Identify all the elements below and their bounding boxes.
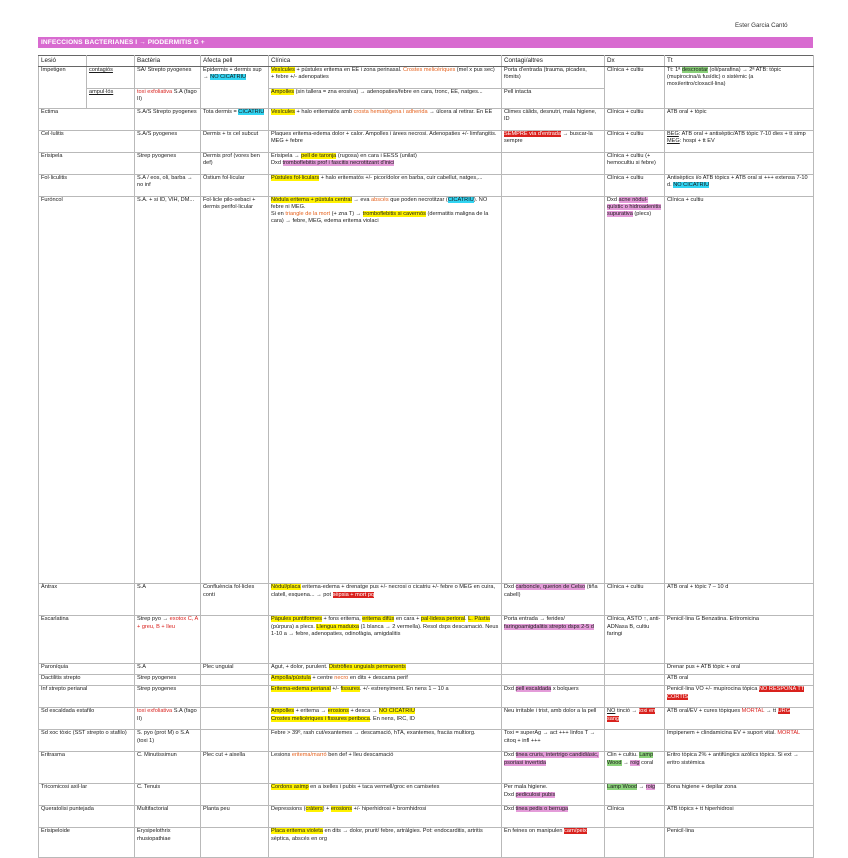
table-row-antrax [39,584,814,616]
table-row-furoncol [39,197,814,584]
table-cell: S.A / eos, oli, barba → no inf [135,175,201,197]
table-cell: Eritro tòpica 2% + antifúngics azòlics tòpics. Si ext → eritro sistèmica [665,752,814,784]
table-cell: NO tinció → toxi en sang [605,708,665,730]
table-cell [605,828,665,858]
table-cell: Antisèptics i/o ATB tòpics + ATB oral si +++ extensa 7-10 d. NO CICATRIU [665,175,814,197]
table-body [39,67,814,858]
table-cell: Penicil·lina G Benzatina. Eritromicina [665,616,814,664]
table-cell: S.A/S pyogenes [135,131,201,153]
table-cell: Strep pyogenes [135,153,201,175]
table-cell [502,175,605,197]
table-cell: Depressions (cràters) + erosions +/- hiperhidrosi + bromhidrosi [269,806,502,828]
table-cell: S. pyo (prot M) o S.A (toxi 1) [135,730,201,752]
table-cell: Ectima [39,109,135,131]
table-cell: Àntrax [39,584,135,616]
table-cell: En feines on manipulen carn/peix [502,828,605,858]
table-cell: ATB oral/EV + cures tòpiques MORTAL → tt URG [665,708,814,730]
table-cell: Paroníquia [39,664,135,675]
table-cell: Clínica + cultiu (+ hemocultiu si febre) [605,153,665,175]
table-cell: Inf strepto perianal [39,686,135,708]
table-cell: Lesions eritema/marró ben def + lleu descamació [269,752,502,784]
table-cell: Pàpules puntiformes + fons eritema, eritema difús en cara + pal·lidesa perioral. L. Pàstia (púrpura) a plecs. Llengua maduixa (1 blanca → 2 vermella). Resol dsps descamació. Neus 1-10 a → febre, adenopaties, odinofàgia, amigdalitis [269,616,502,664]
table-cell: SEMPRE via d'entrada → buscar-la sempre [502,131,605,153]
header-row [39,56,814,67]
table-cell: Impipenem + clindamicina EV + suport vital. MORTAL [665,730,814,752]
table-cell: toxi exfoliativa S.A (fago II) [135,89,201,109]
table-cell: ampul·lós [87,89,135,109]
table-cell: Confluència fol·licles conti [201,584,269,616]
table-cell [502,675,605,686]
header-bacteria: Bactèria [135,56,201,67]
table-cell: Clínica + cultiu [605,175,665,197]
table-cell [201,616,269,664]
table-cell: Strep pyogenes [135,686,201,708]
table-cell: contagiós [87,67,135,89]
author-name: Ester Garcia Cantó [735,22,788,29]
table-cell: Tricomicosi axil·lar [39,784,135,806]
table-cell: Drenar pus + ATB tòpic + oral [665,664,814,675]
table-row-folliculitis [39,175,814,197]
table-row-impetigen-contagios [39,67,814,89]
table-cell: Pell intacta [502,89,605,109]
table-cell: Porta entrada → ferides/ faringoamigdalitis strepto dsps 2-5 d [502,616,605,664]
table-cell: Dactilitis strepto [39,675,135,686]
table-cell: Erisipela [39,153,135,175]
table-cell: Clin + cultiu. Lamp Wood → roig coral [605,752,665,784]
table-cell: Penicil·lina [665,828,814,858]
table-cell: Erisipela → pell de taronja (rugosa) en cara i EESS (unilat) Dxd tromboflebitis prof i fascitis necrotitzant d'inici [269,153,502,175]
table-cell: Vesícules + halo eritematós amb crosta hematògena i adherida → úlcera al retirar. En EE [269,109,502,131]
table-cell: Eritrasma [39,752,135,784]
table-cell: Clínica [605,806,665,828]
table-cell: C. Tenuis [135,784,201,806]
table-cell: Cel·lulitis [39,131,135,153]
header-afecta-pell: Afecta pell [201,56,269,67]
table-cell [201,784,269,806]
table-cell: Vesícules + pústules eritema en EE i zona perinasal. Crostes melicèriques (mel x pus sec) + febre +/- adenopaties [269,67,502,89]
table-cell: Strep pyogenes [135,675,201,686]
table-cell: Eritema-edema perianal +/- fissures. +/- estrenyiment. En nens 1 – 10 a [269,686,502,708]
table-cell [201,708,269,730]
table-row-inf-strepto-perianal [39,686,814,708]
table-cell: Cordons asimp en a ixelles i pubis + taca vermell/groc en camisetes [269,784,502,806]
table-cell [605,730,665,752]
table-cell: Clínica, ASTO ↑, anti-ADNasa B, cultiu faringi [605,616,665,664]
table-cell: S.A. + si ID, VIH, DM... [135,197,201,584]
table-cell: Multifactorial [135,806,201,828]
table-cell [502,153,605,175]
header-clinica: Clínica [269,56,502,67]
table-row-cel-lulitis [39,131,814,153]
table-cell [201,686,269,708]
table-cell [201,730,269,752]
table-cell [502,664,605,675]
table-cell [665,153,814,175]
table-cell: C. Minutissimun [135,752,201,784]
header-lesio: Lesió [39,56,87,67]
table-cell: Clínica + cultiu [605,67,665,109]
table-cell: Placa eritema violeta en dits → dolor, prurit/ febre, artràlgies. Pot: endocarditis, artritis sèptica, abscés en org [269,828,502,858]
section-banner: INFECCIONS BACTERIANES I → PIODERMITIS G + [38,37,813,48]
table-cell: Per mala higiene. Dxd pediculosi pubis [502,784,605,806]
table-cell: SA/ Strepto pyogenes [135,67,201,89]
table-cell: Tota dermis = CICATRIU [201,109,269,131]
table-cell: Ampolles + eritema → erosions + desca → NO CICATRIU Crostes melicèriques i fissures periboca. En nens, IRC, ID [269,708,502,730]
table-cell: Fol·licle pilo-sebaci + dermis perifol·licular [201,197,269,584]
table-row-ectima [39,109,814,131]
table-cell: Erysipelothrix rhusiopathiae [135,828,201,858]
table-cell: Dxd tinea cruris, intertrigo candidiàsic, psoriasi invertida [502,752,605,784]
table-cell: Clínica + cultiu [605,584,665,616]
table-cell: Bona higiene + depilar zona [665,784,814,806]
table-cell: Tt: 1ª descrostar (oli/parafina) → 2ª ATB: tòpic (mupirocina/à fusídic) o sistèmic (a moxi/eritro/cloxacil·lina) [665,67,814,109]
table-row-queratolisi [39,806,814,828]
infections-table [38,55,814,858]
table-row-eritrasma [39,752,814,784]
table-cell: Toxi = superAg → act +++ linfos T → citoq + infl +++ [502,730,605,752]
table-cell: Escarlatina [39,616,135,664]
table-cell: BEG: ATB oral + antisèptic/ATB tòpic 7-10 dies + tt simp MEG: hospi + tt EV [665,131,814,153]
table-cell: Planta peu [201,806,269,828]
table-cell: Ampolla/pústula + centre necro en dits + descama perif [269,675,502,686]
table-cell: Agut, + dolor, purulent. Distròfies unguials permanents [269,664,502,675]
table-cell [605,686,665,708]
table-cell: Nòdul/placa eritema-edema + drenatge pus +/- necrosi o cicatriu +/- febre o MEG en cuira, clatell, esquena... → pot sèpsia + mort pq [269,584,502,616]
table-cell: Erisipeloide [39,828,135,858]
table-cell: ATB oral [665,675,814,686]
table-cell: ATB tòpics + tt hiperhidrosi [665,806,814,828]
table-cell: Queratolisi puntejada [39,806,135,828]
table-cell: Neu irritable i trist, amb dolor a la pell [502,708,605,730]
table-cell: Plec unguial [201,664,269,675]
table-row-sd-xoc-toxic [39,730,814,752]
table-cell: Climes càlids, desnutri, mala higiene, ID [502,109,605,131]
table-cell [502,197,605,584]
table-cell: Plec cut + aixella [201,752,269,784]
table-cell [605,675,665,686]
table-cell: Dermis + tx cel subcut [201,131,269,153]
table-cell: Impetigen [39,67,87,109]
table-cell: Òstium fol·licular [201,175,269,197]
header-contagi: Contagi/altres [502,56,605,67]
header-tt: Tt [665,56,814,67]
table-cell: Febre > 39º, rash cut/exantemes → descamació, hTA, exantemes, fracàs multiorg. [269,730,502,752]
table-cell: toxi exfoliativa S.A (fago II) [135,708,201,730]
table-row-tricomicosi [39,784,814,806]
table-cell: Clínica + cultiu [605,131,665,153]
table-cell: Clínica + cultiu [605,109,665,131]
table-cell: Strep pyo → exotox C, A + greu, B + lleu [135,616,201,664]
table-cell: Fol·liculitis [39,175,135,197]
table-row-dactilitis [39,675,814,686]
table-cell: Dxd tinea pedis o berruga [502,806,605,828]
table-cell: Plaques eritema-edema dolor + calor. Ampolles i àrees necrosi. Adenopaties +/- limfangitis. MEG + febre [269,131,502,153]
table-row-paronquia [39,664,814,675]
table-cell [605,664,665,675]
table-cell: Dxd pell escaldada x bolquers [502,686,605,708]
table-cell: S.A [135,664,201,675]
header-subtype [87,56,135,67]
table-row-sd-escaldada [39,708,814,730]
table-cell: Dxd carboncle, querion de Celso (tiña cabell) [502,584,605,616]
table-cell: Sd escaldada estafilo [39,708,135,730]
table-cell: Sd xoc tòxic (SST strepto o stafilo) [39,730,135,752]
table-cell [201,675,269,686]
table-cell: ATB oral + tòpic [665,109,814,131]
table-cell: Dermis prof (vores ben def) [201,153,269,175]
table-cell: S.A [135,584,201,616]
table-cell: Nòdula eritema + pústula central → eva abscés que poden necrotitzar (CICATRIU). NO febre ni MEG. Si en triangle de la mort (+ zna T) → tromboflebitis si cavernós (dermatitis maligna de la cara) → febre, MEG, edema eritema violaci [269,197,502,584]
table-cell: Ampolles (sin tallera = zna erosiva) → adenopaties/febre en cara, tronc, EE, natges... [269,89,502,109]
table-row-erisipeloide [39,828,814,858]
header-dx: Dx [605,56,665,67]
table-cell [201,828,269,858]
table-cell: S.A/S Strepto pyogenes [135,109,201,131]
table-row-erisipela [39,153,814,175]
table-cell: Furóncol [39,197,135,584]
table-cell: Epidermis + dermis sup → NO CICATRIU [201,67,269,109]
table-cell: Lamp Wood → roig [605,784,665,806]
table-cell: Clínica + cultiu [665,197,814,584]
table-row-escarlatina [39,616,814,664]
table-cell: Porta d'entrada (trauma, picades, fòmits) [502,67,605,89]
table-cell: ATB oral + tòpic 7 – 10 d [665,584,814,616]
table-cell: Pústules fol·liculars + halo eritematós +/- picor/dolor en barba, cuir cabellut, natges,... [269,175,502,197]
table-cell: Penicil·lina VO +/- mupirocina tòpica NO RESPONA TT CORTIS [665,686,814,708]
table-cell: Dxd acne nòdul-quístic o hidroadenitis supurativa (plecs) [605,197,665,584]
